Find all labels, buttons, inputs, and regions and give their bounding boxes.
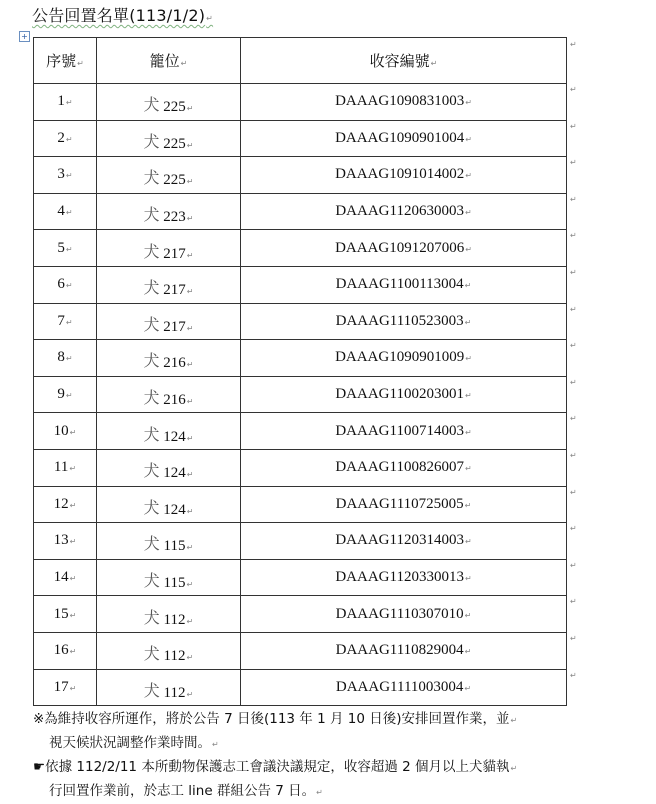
table-row xyxy=(34,669,567,706)
cage-number: 223 ↵ xyxy=(163,209,193,225)
row-id: DAAAG1111003004 ↵ xyxy=(241,669,567,706)
row-cage xyxy=(97,193,241,230)
row-cage xyxy=(97,340,241,377)
table-row xyxy=(34,523,567,560)
table-row xyxy=(34,303,567,340)
row-end-mark: ↵ xyxy=(570,487,577,497)
cage-number: 217 ↵ xyxy=(163,246,193,262)
row-no: 9 ↵ xyxy=(34,376,97,413)
notes xyxy=(33,708,573,804)
row-id: DAAAG1110725005 ↵ xyxy=(241,486,567,523)
row-cage xyxy=(97,84,241,121)
row-no: 4 ↵ xyxy=(34,193,97,230)
row-no: 7 ↵ xyxy=(34,303,97,340)
row-end-mark: ↵ xyxy=(570,304,577,314)
row-no: 2 ↵ xyxy=(34,120,97,157)
row-end-mark: ↵ xyxy=(570,85,577,94)
row-id: DAAAG1110523003 ↵ xyxy=(241,303,567,340)
cage-prefix: 犬 xyxy=(143,607,160,627)
row-cage xyxy=(97,486,241,523)
table-row xyxy=(34,230,567,267)
row-no: 13 ↵ xyxy=(34,523,97,560)
row-id: DAAAG1091014002 ↵ xyxy=(241,157,567,194)
header-no: 序號 ↵ xyxy=(34,38,97,84)
row-end-mark: ↵ xyxy=(570,597,577,607)
row-end-mark: ↵ xyxy=(570,377,577,387)
row-cage xyxy=(97,230,241,267)
table-row xyxy=(34,266,567,303)
row-end-mark: ↵ xyxy=(570,40,577,49)
row-id: DAAAG1120630003 ↵ xyxy=(241,193,567,230)
row-cage xyxy=(97,449,241,486)
cage-prefix: 犬 xyxy=(143,241,160,261)
row-end-mark: ↵ xyxy=(570,158,577,168)
row-cage xyxy=(97,266,241,303)
table-row xyxy=(34,193,567,230)
row-no: 16 ↵ xyxy=(34,632,97,669)
table-row xyxy=(34,157,567,194)
cage-prefix: 犬 xyxy=(143,461,160,481)
note-1-cont: 視天候狀況調整作業時間。 ↵ xyxy=(33,732,573,756)
table-row xyxy=(34,486,567,523)
cage-number: 217 ↵ xyxy=(163,319,193,335)
document-title: 公告回置名單(113/1/2) ↵ xyxy=(32,3,213,26)
row-end-mark: ↵ xyxy=(570,414,577,424)
row-id: DAAAG1090901004 ↵ xyxy=(241,120,567,157)
table-row xyxy=(34,340,567,377)
row-no: 3 ↵ xyxy=(34,157,97,194)
cage-number: 124 ↵ xyxy=(163,465,193,481)
note-2: ☛依據 112/2/11 本所動物保護志工會議決議規定，收容超過 2 個月以上犬貓執 ↵ xyxy=(33,756,573,780)
row-id: DAAAG1110829004 ↵ xyxy=(241,632,567,669)
table-row xyxy=(34,632,567,669)
cage-prefix: 犬 xyxy=(143,314,160,334)
table-header-row xyxy=(34,38,567,84)
row-id: DAAAG1110307010 ↵ xyxy=(241,596,567,633)
row-cage xyxy=(97,120,241,157)
table-row xyxy=(34,376,567,413)
row-cage xyxy=(97,157,241,194)
table-row xyxy=(34,449,567,486)
cage-number: 124 ↵ xyxy=(163,502,193,518)
row-cage xyxy=(97,303,241,340)
cage-prefix: 犬 xyxy=(143,205,160,225)
cage-number: 217 ↵ xyxy=(163,282,193,298)
cage-prefix: 犬 xyxy=(143,534,160,554)
row-end-mark: ↵ xyxy=(570,524,577,534)
row-id: DAAAG1090831003 ↵ xyxy=(241,84,567,121)
row-end-mark: ↵ xyxy=(570,341,577,351)
table-row xyxy=(34,413,567,450)
row-no: 11 ↵ xyxy=(34,449,97,486)
row-id: DAAAG1100714003 ↵ xyxy=(241,413,567,450)
row-id: DAAAG1100113004 ↵ xyxy=(241,266,567,303)
row-cage xyxy=(97,523,241,560)
row-end-mark: ↵ xyxy=(570,634,577,643)
row-no: 10 ↵ xyxy=(34,413,97,450)
table-row xyxy=(34,120,567,157)
cage-prefix: 犬 xyxy=(143,497,160,517)
row-no: 14 ↵ xyxy=(34,559,97,596)
cage-prefix: 犬 xyxy=(143,388,160,408)
row-no: 6 ↵ xyxy=(34,266,97,303)
row-id: DAAAG1091207006 ↵ xyxy=(241,230,567,267)
row-cage xyxy=(97,559,241,596)
row-no: 15 ↵ xyxy=(34,596,97,633)
cage-prefix: 犬 xyxy=(143,131,160,151)
cage-number: 225 ↵ xyxy=(163,172,193,188)
row-end-mark: ↵ xyxy=(570,231,577,241)
row-no: 1 ↵ xyxy=(34,84,97,121)
table-row xyxy=(34,559,567,596)
row-end-mark: ↵ xyxy=(570,268,577,277)
cage-number: 115 ↵ xyxy=(164,538,194,554)
cage-number: 124 ↵ xyxy=(163,429,193,445)
row-cage xyxy=(97,669,241,706)
row-id: DAAAG1120314003 ↵ xyxy=(241,523,567,560)
row-id: DAAAG1100826007 ↵ xyxy=(241,449,567,486)
header-cage: 籠位 ↵ xyxy=(97,38,241,84)
row-cage xyxy=(97,413,241,450)
cage-prefix: 犬 xyxy=(143,168,160,188)
row-id: DAAAG1100203001 ↵ xyxy=(241,376,567,413)
note-2-cont: 行回置作業前，於志工 line 群組公告 7 日。 ↵ xyxy=(33,780,573,804)
cage-prefix: 犬 xyxy=(143,571,160,591)
cage-number: 112 ↵ xyxy=(164,685,194,701)
cage-number: 112 ↵ xyxy=(164,648,194,664)
row-end-mark: ↵ xyxy=(570,121,577,131)
cage-number: 225 ↵ xyxy=(163,136,193,152)
note-1: ※為維持收容所運作，將於公告 7 日後(113 年 1 月 10 日後)安排回置作業，並 ↵ xyxy=(33,708,573,732)
row-no: 12 ↵ xyxy=(34,486,97,523)
row-id: DAAAG1120330013 ↵ xyxy=(241,559,567,596)
table-row xyxy=(34,84,567,121)
cage-prefix: 犬 xyxy=(143,424,160,444)
cage-prefix: 犬 xyxy=(143,644,160,664)
row-end-mark: ↵ xyxy=(570,560,577,570)
row-cage xyxy=(97,632,241,669)
table-row xyxy=(34,596,567,633)
cage-number: 115 ↵ xyxy=(164,575,194,591)
row-no: 8 ↵ xyxy=(34,340,97,377)
row-end-mark: ↵ xyxy=(570,194,577,204)
cage-number: 225 ↵ xyxy=(163,99,193,115)
table-move-handle-icon[interactable]: + xyxy=(19,31,30,42)
cage-prefix: 犬 xyxy=(143,351,160,371)
row-end-mark: ↵ xyxy=(570,451,577,460)
cage-prefix: 犬 xyxy=(143,95,160,115)
row-end-mark: ↵ xyxy=(570,670,577,680)
cage-prefix: 犬 xyxy=(143,680,160,700)
cage-number: 216 ↵ xyxy=(163,392,193,408)
row-no: 5 ↵ xyxy=(34,230,97,267)
header-id: 收容編號 ↵ xyxy=(241,38,567,84)
return-list-table xyxy=(33,37,567,706)
cage-number: 216 ↵ xyxy=(163,355,193,371)
cage-number: 112 ↵ xyxy=(164,612,194,628)
row-cage xyxy=(97,596,241,633)
cage-prefix: 犬 xyxy=(143,278,160,298)
row-id: DAAAG1090901009 ↵ xyxy=(241,340,567,377)
row-cage xyxy=(97,376,241,413)
row-no: 17 ↵ xyxy=(34,669,97,706)
